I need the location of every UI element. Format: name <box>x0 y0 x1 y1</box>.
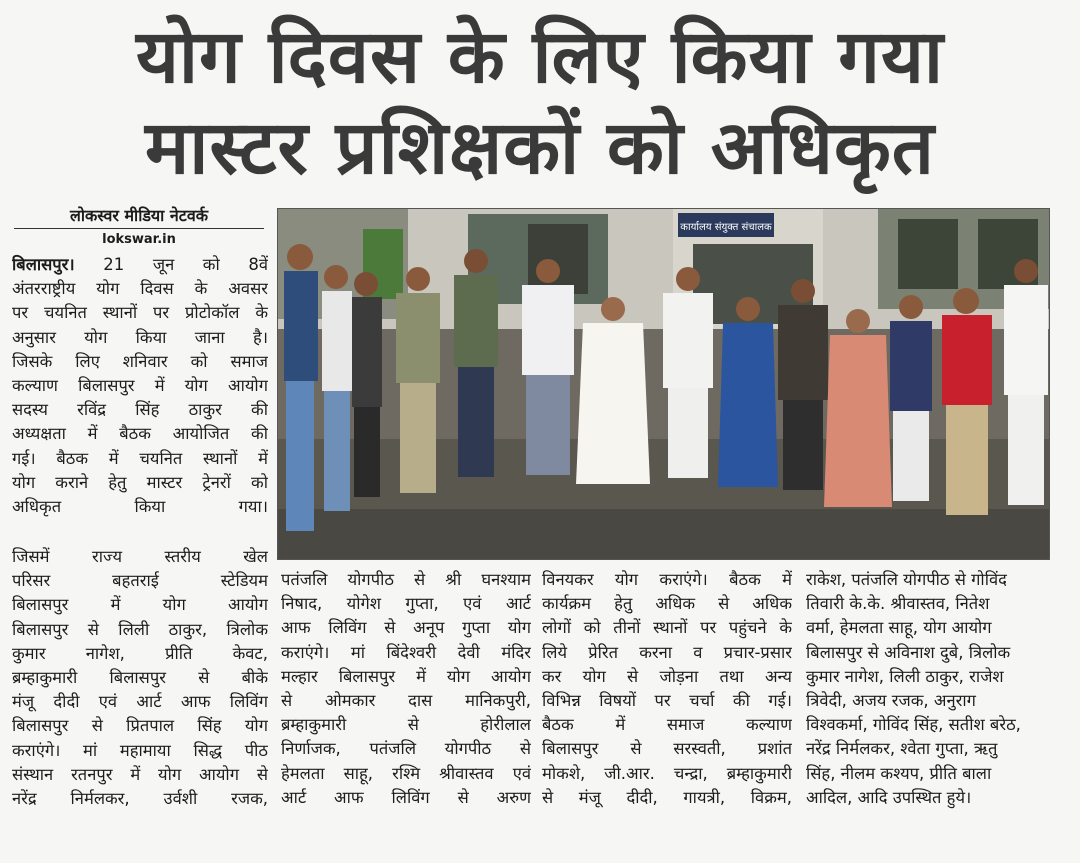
headline-line-2: मास्टर प्रशिक्षकों को अधिकृत <box>145 105 935 191</box>
dateline: बिलासपुर। <box>12 255 75 274</box>
article-column-3: विनयकर योग कराएंगे। बैठक में कार्यक्रम हेतु अधिक से अधिक लोगों को तीनों स्थानों पर पहुंचने के लिये प्रेरित करना व प्रचार-प्रसार कर योग से जोड़ना तथा अन्य विभिन्न विषयों पर चर्चा की गई। बैठक में समाज कल्याण बिलासपुर से सरस्वती, प्रशांत मोकशे, जी.आर. चन्द्रा, ब्रम्हाकुमारी से मंजू दीदी, गायत्री, विक्रम, <box>542 570 792 807</box>
article-column-1-para-1 <box>12 253 268 543</box>
group-photo <box>277 208 1050 560</box>
byline-website: lokswar.in <box>102 232 176 247</box>
group-photo-illustration <box>278 209 1049 559</box>
building-sign: कार्यालय संयुक्त संचालक <box>680 222 772 233</box>
headline-line-1: योग दिवस के लिए किया गया <box>135 14 945 100</box>
article-column-4: राकेश, पतंजलि योगपीठ से गोविंद तिवारी के.के. श्रीवास्तव, नितेश वर्मा, हेमलता साहू, योग आयोग बिलासपुर से अविनाश दुबे, त्रिलोक कुमार नागेश, लिली ठाकुर, राजेश त्रिवेदी, अजय रजक, अनुराग विश्वकर्मा, गोविंद सिंह, सतीश बरेठ, नरेंद्र निर्मलकर, श्वेता गुप्ता, ऋतु सिंह, नीलम कश्यप, प्रीति बाला आदिल, आदि उपस्थित हुये। <box>806 570 1021 807</box>
article-column-2: पतंजलि योगपीठ से श्री घनश्याम निषाद, योगेश गुप्ता, एवं आर्ट आफ लिविंग से अनूप गुप्ता योग कराएंगे। मां बिंदेश्वरी देवी मंदिर मल्हार बिलासपुर में योग आयोग से ओमकार दास मानिकपुरी, ब्रम्हाकुमारी से होरीलाल निर्णाजक, पतंजलि योगपीठ से हेमलता साहू, रश्मि श्रीवास्तव एवं आर्ट आफ लिविंग से अरुण <box>281 570 531 807</box>
article-column-1-para-2: जिसमें राज्य स्तरीय खेल परिसर बहतराई स्टेडियम बिलासपुर में योग आयोग बिलासपुर से लिली ठाकुर, त्रिलोक कुमार नागेश, प्रीति केवट, ब्रम्हाकुमारी बिलासपुर से बीके मंजू दीदी एवं आर्ट आफ लिविंग बिलासपुर से प्रितपाल सिंह योग कराएंगे। मां महामाया सिद्ध पीठ संस्थान रतनपुर में योग आयोग से नरेंद्र निर्मलकर, उर्वशी रजक, <box>12 547 268 809</box>
article-text: 21 जून को 8वें अंतरराष्ट्रीय योग दिवस के अवसर पर चयनित स्थानों पर प्रोटोकॉल के अनुसार योग किया जाना है। जिसके लिए शनिवार को समाज कल्याण बिलासपुर में योग आयोग सदस्य रविंद्र सिंह ठाकुर की अध्यक्षता में बैठक आयोजित की गई। बैठक में चयनित स्थानों में योग कराने हेतु मास्टर ट्रेनरों को अधिकृत किया गया। <box>12 255 268 517</box>
byline-source: लोकस्वर मीडिया नेटवर्क <box>14 206 264 229</box>
